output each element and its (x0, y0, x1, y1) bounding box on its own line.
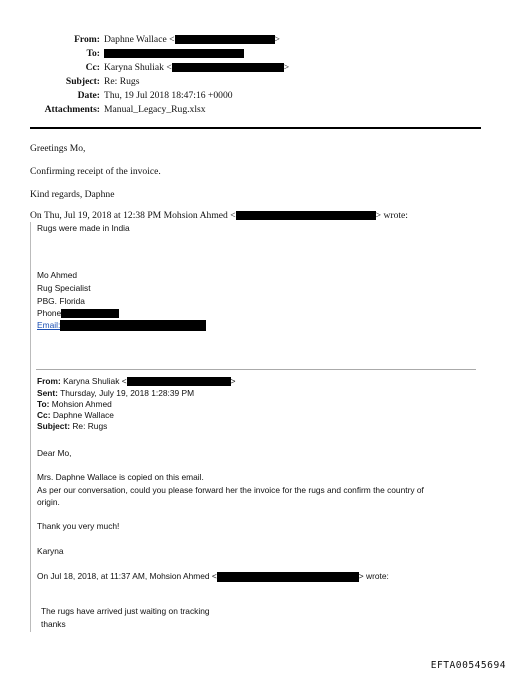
reply-text: Rugs were made in India (37, 223, 130, 233)
reply-separator (36, 369, 476, 370)
signature-email (37, 320, 206, 331)
reply2-subject (37, 421, 107, 431)
reply2-sent-label: Sent: (37, 388, 58, 398)
reply2-subject-label: Subject: (37, 421, 71, 431)
date-value: Thu, 19 Jul 2018 18:47:16 +0000 (104, 90, 233, 101)
to-label: To: (86, 48, 100, 59)
signoff: Kind regards, Daphne (30, 189, 115, 200)
quote-intro-end: > wrote: (375, 210, 408, 221)
quote-intro (30, 210, 408, 221)
quote-intro-text: On Jul 18, 2018, at 11:37 AM, Mohsion Ahmed < (37, 571, 217, 581)
redaction-box (60, 320, 206, 331)
email-link[interactable]: Email: (37, 320, 61, 330)
paragraph: As per our conversation, could you please forward her the invoice for the rugs and confirm the country of (37, 485, 424, 495)
signature-location: PBG. Florida (37, 296, 85, 306)
redaction-box (175, 35, 275, 44)
attachments-label: Attachments: (44, 104, 100, 115)
from-label: From: (74, 34, 100, 45)
redaction-box (61, 309, 119, 318)
subject-value: Re: Rugs (104, 76, 140, 87)
reply2-subject-value: Re: Rugs (72, 421, 108, 431)
date-label: Date: (77, 90, 100, 101)
reply2-from (37, 376, 236, 386)
reply2-cc-label: Cc: (37, 410, 51, 420)
redaction-box (236, 211, 376, 220)
reply2-from-value: Karyna Shuliak < (63, 376, 127, 386)
paragraph: origin. (37, 497, 60, 507)
header-cc-row (0, 62, 512, 74)
attachment-link[interactable]: Manual_Legacy_Rug.xlsx (104, 104, 206, 115)
quote-bar (30, 222, 31, 632)
cc-label: Cc: (85, 62, 100, 73)
paragraph: Mrs. Daphne Wallace is copied on this email. (37, 472, 204, 482)
original-message: thanks (41, 619, 66, 629)
reply2-cc-value: Daphne Wallace (52, 410, 114, 420)
quote-intro-text: On Thu, Jul 19, 2018 at 12:38 PM Mohsion Ahmed < (30, 210, 236, 221)
quote-intro-end: > wrote: (358, 571, 389, 581)
document-id: EFTA00545694 (430, 660, 506, 671)
reply2-cc (37, 410, 114, 420)
close-bracket: > (274, 34, 280, 45)
redaction-box (172, 63, 284, 72)
body-line: Confirming receipt of the invoice. (30, 166, 161, 177)
sender-name: Karyna (37, 546, 64, 556)
header-attachments-row (0, 104, 512, 116)
redaction-box (104, 49, 244, 58)
reply2-from-label: From: (37, 376, 61, 386)
original-message: The rugs have arrived just waiting on tracking (41, 606, 210, 616)
subject-label: Subject: (65, 76, 100, 87)
reply2-to (37, 399, 112, 409)
header-divider (30, 127, 481, 129)
quote-intro (37, 571, 389, 582)
header-to-row (0, 48, 512, 60)
redaction-box (217, 572, 359, 582)
cc-value (104, 62, 289, 73)
reply2-sent-value: Thursday, July 19, 2018 1:28:39 PM (60, 388, 195, 398)
close-bracket: > (230, 376, 236, 386)
reply2-to-value: Mohsion Ahmed (51, 399, 112, 409)
header-date-row (0, 90, 512, 102)
header-subject-row (0, 76, 512, 88)
signature-name: Mo Ahmed (37, 270, 78, 280)
phone-label: Phone (37, 308, 62, 318)
reply2-sent (37, 388, 194, 398)
cc-name: Karyna Shuliak < (104, 62, 172, 73)
from-value (104, 34, 280, 45)
from-name: Daphne Wallace < (104, 34, 175, 45)
reply2-to-label: To: (37, 399, 50, 409)
salutation: Dear Mo, (37, 448, 72, 458)
signature-title: Rug Specialist (37, 283, 91, 293)
to-value (104, 48, 244, 59)
signature-phone (37, 308, 119, 318)
redaction-box (127, 377, 231, 386)
header-from-row (0, 34, 512, 46)
close-bracket: > (283, 62, 290, 73)
greeting: Greetings Mo, (30, 143, 86, 154)
thanks: Thank you very much! (37, 521, 120, 531)
